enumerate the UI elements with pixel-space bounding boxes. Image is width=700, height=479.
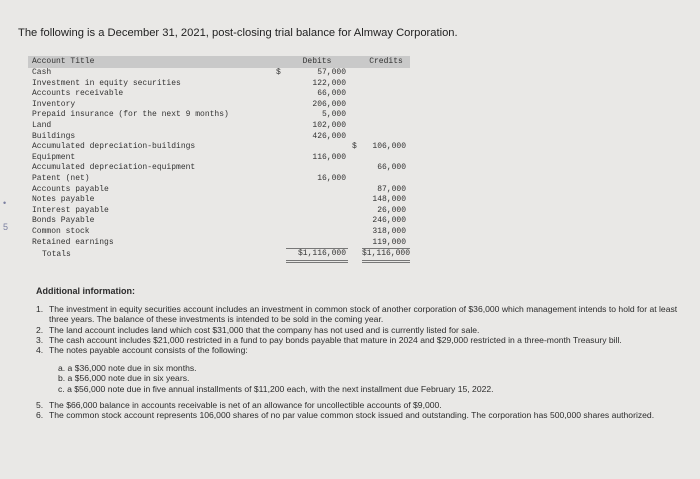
debit-cell: 57,000 [317,68,346,77]
account-title-cell: Investment in equity securities [32,78,181,88]
debit-cell: 206,000 [312,99,346,109]
totals-debit: $1,116,000 [286,248,348,263]
table-row [28,100,410,111]
credit-cell: 148,000 [372,195,406,205]
credit-cell: 318,000 [372,226,406,236]
table-body [28,68,410,248]
credit-cell: 26,000 [377,205,406,215]
table-row [28,89,410,100]
debit-cell: 66,000 [317,89,346,99]
info-item-text: The common stock account represents 106,000 shares of no par value common stock issued and outstanding. The corporation has 500,000 shares authorized. [49,410,655,421]
account-title-cell: Common stock [32,226,90,236]
credit-cell: 87,000 [377,184,406,194]
header-credits: Credits [369,56,403,66]
info-item-text: The land account includes land which cost $31,000 that the company has not used and is currently listed for sale. [49,324,480,335]
table-row [28,79,410,90]
credit-sign-cell: $ [352,142,357,152]
notes-payable-item: c. a $56,000 note due in five annual installments of $11,200 each, with the next installment due February 15, 2022. [58,383,494,394]
credit-cell: 119,000 [372,237,406,247]
table-row [28,227,410,238]
table-row [28,142,410,153]
account-title-cell: Buildings [32,131,76,141]
problem-title: The following is a December 31, 2021, post-closing trial balance for Almway Corporation. [18,27,458,39]
account-title-cell: Land [32,120,52,130]
table-row [28,216,410,227]
info-item-number: 3. [36,334,44,345]
margin-mark: 5 [3,222,9,232]
trial-balance-table [28,56,410,261]
info-list [36,304,688,355]
info-item [36,345,688,355]
info-item [36,410,688,420]
table-row [28,238,410,249]
account-title-cell: Accumulated depreciation-buildings [32,142,196,152]
info-item [36,335,688,345]
table-row [28,174,410,185]
debit-cell: 5,000 [321,110,346,120]
table-row [28,153,410,164]
table-row [28,195,410,206]
debit-cell: 16,000 [317,173,346,183]
credit-cell: 106,000 [372,142,406,152]
table-row [28,163,410,174]
account-title-cell: Accounts receivable [32,89,124,99]
additional-heading: Additional information: [36,286,135,296]
totals-label: Totals [42,250,71,260]
account-title-cell: Bonds Payable [32,216,95,226]
table-row [28,68,410,79]
table-row [28,132,410,143]
credit-cell: 66,000 [377,163,406,173]
notes-payable-sublist [36,363,688,394]
account-title-cell: Interest payable [32,205,109,215]
info-item [36,325,688,335]
account-title-cell: Cash [32,68,52,77]
account-title-cell: Inventory [32,99,76,109]
info-item-text: The investment in equity securities account includes an investment in common stock of another corporation of $36,000 which management intends to hold for at least three years. The balance of these investments is intended to be sold in the coming year. [49,304,678,325]
additional-information [36,286,688,420]
credit-cell: 246,000 [372,216,406,226]
account-title-cell: Accumulated depreciation-equipment [32,163,196,173]
table-row [28,206,410,217]
debit-cell: 116,000 [312,152,346,162]
debit-sign-cell: $ [276,68,281,77]
debit-cell: 122,000 [312,78,346,88]
table-row [28,121,410,132]
header-debits: Debits [302,56,332,66]
account-title-cell: Patent (net) [32,173,90,183]
account-title-cell: Prepaid insurance (for the next 9 months) [32,110,229,120]
info-item-number: 1. [36,304,44,315]
account-title-cell: Retained earnings [32,237,114,247]
header-account-title: Account Title [32,56,95,66]
debit-cell: 102,000 [312,120,346,130]
info-item [36,304,688,324]
info-item-number: 2. [36,324,44,335]
totals-credit: $1,116,000 [362,248,410,263]
info-item [36,400,688,410]
info-item-text: The notes payable account consists of the following: [49,345,248,356]
info-item-number: 4. [36,345,44,356]
margin-mark: • [3,198,7,208]
account-title-cell: Equipment [32,152,76,162]
info-list-continued [36,400,688,420]
notes-payable-item: a. a $36,000 note due in six months. [58,363,197,374]
info-item-text: The $66,000 balance in accounts receivable is net of an allowance for uncollectible accounts of $9,000. [49,399,442,410]
info-item-number: 6. [36,410,44,421]
table-row [28,185,410,196]
info-item-text: The cash account includes $21,000 restricted in a fund to pay bonds payable that mature in 2024 and $29,000 restricted in a three-month Treasury bill. [49,334,622,345]
totals-row [28,250,410,261]
notes-payable-item: b. a $56,000 note due in six years. [58,373,190,384]
info-item-number: 5. [36,399,44,410]
account-title-cell: Accounts payable [32,184,109,194]
table-header [28,56,410,68]
table-row [28,110,410,121]
debit-cell: 426,000 [312,131,346,141]
account-title-cell: Notes payable [32,195,95,205]
